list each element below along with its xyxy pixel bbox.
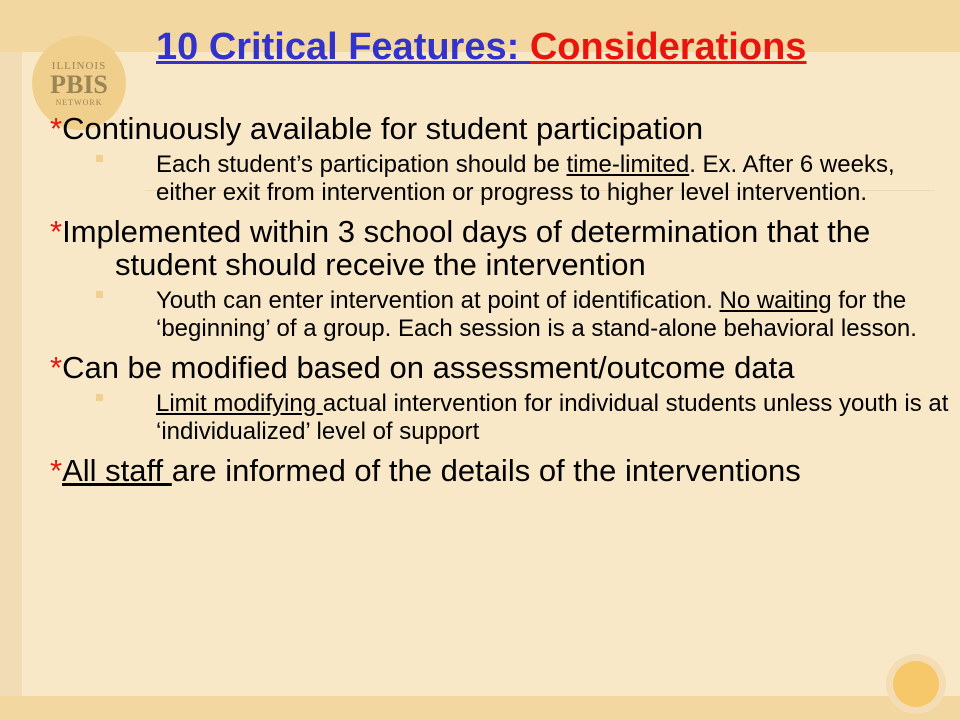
main-point — [50, 112, 950, 145]
list-item — [50, 351, 950, 446]
sub-point-text: Youth can enter intervention at point of identification. — [156, 287, 720, 314]
sub-point-underlined: time-limited — [566, 151, 690, 178]
main-point-text: Can be modified based on assessment/outcome data — [62, 350, 795, 385]
sub-point-underlined: Limit modifying — [156, 390, 323, 417]
main-point-text: Continuously available for student participation — [62, 111, 704, 146]
sub-point-text-rest: . Ex. After 6 weeks, either exit from intervention or progress to higher level intervention. — [156, 151, 895, 206]
sub-point-text-rest: for the ‘beginning’ of a group. Each session is a stand-alone behavioral lesson. — [156, 287, 917, 342]
sub-point — [50, 390, 950, 446]
decorative-circle-inner — [893, 661, 939, 707]
star-marker: * — [50, 111, 63, 146]
bullet-list — [50, 104, 950, 487]
star-marker: * — [50, 214, 63, 249]
sub-point-text: Each student’s participation should be — [156, 151, 567, 178]
list-item — [50, 215, 950, 343]
logo-line-3: NETWORK — [55, 97, 103, 107]
sub-point-text-rest: actual intervention for individual students unless youth is at ‘individualized’ level of support — [156, 390, 949, 445]
logo-line-2: PBIS — [50, 69, 108, 99]
main-point-text: Implemented within 3 school days of determination that the student should receive the intervention — [62, 214, 871, 282]
slide-title — [156, 26, 806, 69]
bottom-band — [0, 696, 960, 720]
star-marker: * — [50, 453, 63, 488]
list-item — [50, 454, 950, 487]
square-bullet-icon — [96, 291, 103, 298]
title-part-2: Considerations — [529, 26, 807, 68]
sub-point-underlined: No waiting — [719, 287, 832, 314]
logo-line-1: ILLINOIS — [51, 59, 107, 72]
left-band — [0, 52, 22, 700]
square-bullet-icon — [96, 394, 103, 401]
sub-point — [50, 151, 950, 207]
main-point — [50, 454, 950, 487]
square-bullet-icon — [96, 155, 103, 162]
sub-point — [50, 287, 950, 343]
main-point-text: are informed of the details of the interventions — [171, 453, 801, 488]
main-point-underlined: All staff — [62, 453, 172, 488]
main-point — [50, 215, 950, 281]
title-part-1: 10 Critical Features: — [156, 26, 530, 68]
main-point — [50, 351, 950, 384]
list-item — [50, 112, 950, 207]
star-marker: * — [50, 350, 63, 385]
